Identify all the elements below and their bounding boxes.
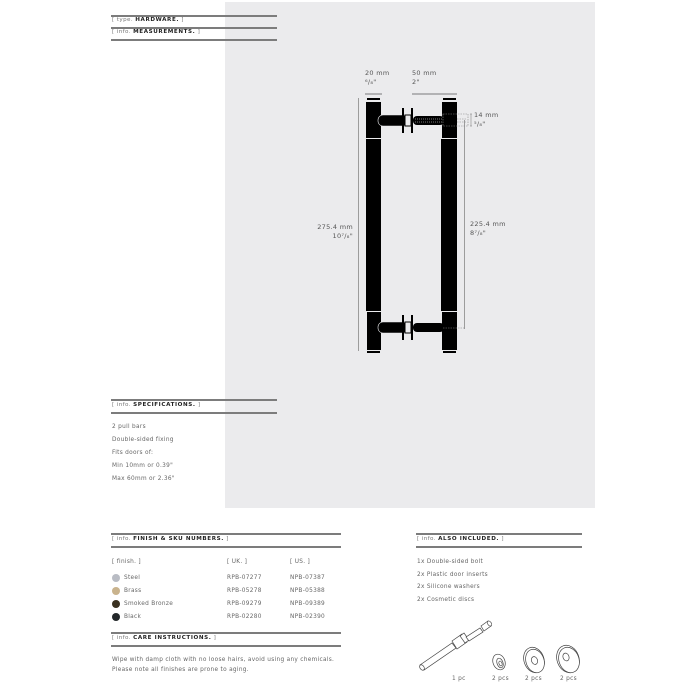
bolt-quantity: 1 pc: [452, 676, 466, 682]
care-heading: [ info. CARE INSTRUCTIONS. ]: [112, 635, 217, 641]
included-item: 1x Double-sided bolt: [417, 559, 484, 565]
finish-heading: [ info. FINISH & SKU NUMBERS. ]: [112, 536, 229, 542]
finish-name: Smoked Bronze: [124, 601, 174, 607]
spec-item: Fits doors of:: [112, 450, 154, 456]
us-sku: NPB-09389: [290, 601, 326, 607]
measurements-title: MEASUREMENTS.: [133, 29, 196, 35]
specifications-heading: [ info. SPECIFICATIONS. ]: [112, 402, 201, 408]
disc-quantity: 2 pcs: [560, 676, 577, 682]
us-sku: NPB-02390: [290, 614, 326, 620]
column-header-finish: [ finish. ]: [112, 559, 141, 565]
uk-sku: RPB-09279: [227, 601, 262, 607]
bar-width-label: 20 mm ⁶/₈": [365, 69, 390, 86]
spec-item: Max 60mm or 2.36": [112, 476, 175, 482]
care-title: CARE INSTRUCTIONS.: [133, 635, 212, 641]
center-length-label: 225.4 mm 8⁷/₈": [470, 220, 506, 237]
included-heading: [ info. ALSO INCLUDED. ]: [417, 536, 504, 542]
type-value: HARDWARE.: [135, 17, 180, 23]
total-length-label: 275.4 mm 10⁷/₈": [317, 223, 353, 240]
washer-quantity: 2 pcs: [525, 676, 542, 682]
included-item: 2x Silicone washers: [417, 584, 480, 590]
spec-item: 2 pull bars: [112, 424, 146, 430]
spec-item: Min 10mm or 0.39": [112, 463, 174, 469]
us-sku: NPB-07387: [290, 575, 326, 581]
care-text: Please note all finishes are prone to aging.: [112, 667, 249, 673]
plastic-insert-icon: [491, 652, 508, 671]
finish-name: Steel: [124, 575, 141, 581]
uk-sku: RPB-05278: [227, 588, 262, 594]
post-diameter-label: 14 mm ⁵/₈": [474, 111, 499, 128]
column-header-us: [ US. ]: [290, 559, 311, 565]
standoff-label: 50 mm 2": [412, 69, 437, 86]
silicone-washer-icon: [520, 644, 548, 675]
measurements-heading: [ info. MEASUREMENTS. ]: [112, 29, 201, 35]
finish-name: Brass: [124, 588, 142, 594]
uk-sku: RPB-07277: [227, 575, 262, 581]
spec-item: Double-sided fixing: [112, 437, 174, 443]
us-sku: NPB-05388: [290, 588, 326, 594]
included-item: 2x Plastic door inserts: [417, 572, 488, 578]
care-text: Wipe with damp cloth with no loose hairs, avoid using any chemicals.: [112, 657, 335, 663]
specifications-title: SPECIFICATIONS.: [133, 402, 196, 408]
column-header-uk: [ UK. ]: [227, 559, 248, 565]
included-title: ALSO INCLUDED.: [438, 536, 500, 542]
uk-sku: RPB-02280: [227, 614, 262, 620]
insert-quantity: 2 pcs: [492, 676, 509, 682]
finish-title: FINISH & SKU NUMBERS.: [133, 536, 224, 542]
finish-name: Black: [124, 614, 142, 620]
cosmetic-disc-icon: [553, 642, 583, 676]
type-heading: [ type. HARDWARE. ]: [112, 17, 184, 23]
included-item: 2x Cosmetic discs: [417, 597, 475, 603]
bolt-icon: [419, 620, 493, 671]
